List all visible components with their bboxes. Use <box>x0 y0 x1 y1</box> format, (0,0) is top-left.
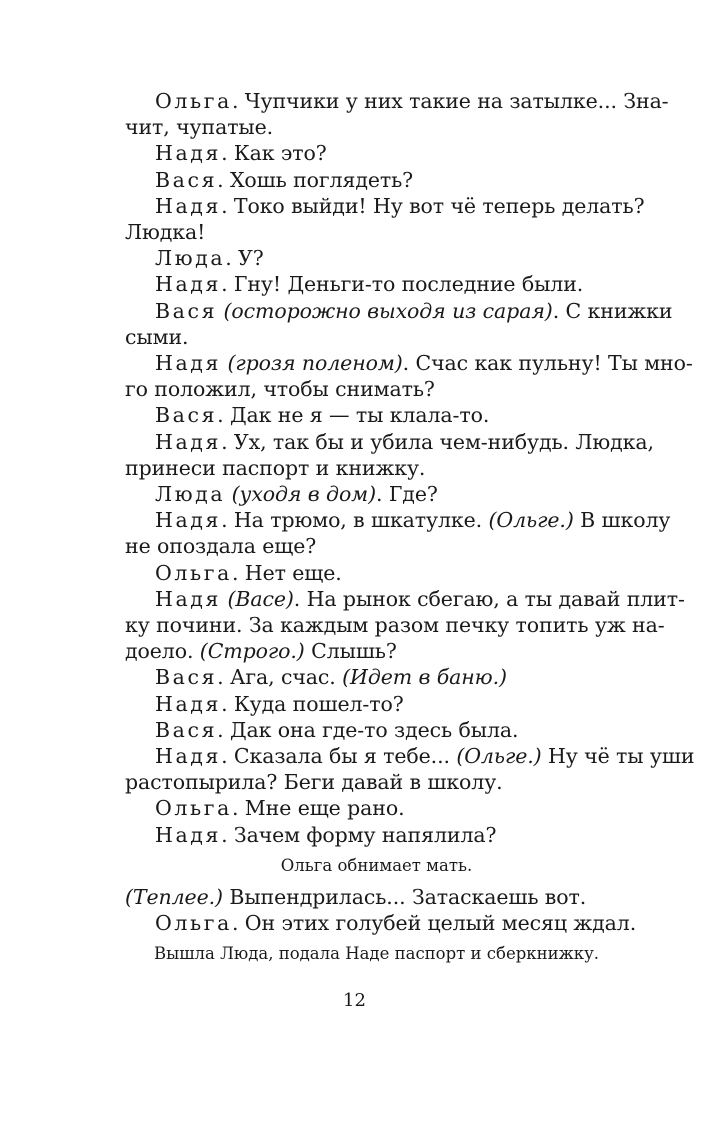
dialogue-line: Надя. Как это? <box>155 141 327 166</box>
dialogue-line: Надя (грозя поленом). Счас как пульну! Ты мно- <box>155 351 693 376</box>
dialogue-line: Надя. Сказала бы я тебе... (Ольге.) Ну чё ты уши <box>155 744 695 769</box>
dialogue-line: Надя (Васе). На рынок сбегаю, а ты давай плит- <box>155 586 685 611</box>
dialogue-line: Надя. Зачем форму напялила? <box>155 822 497 847</box>
dialogue-line: сыми. <box>125 324 189 349</box>
dialogue-line: ку почини. За каждым разом печку топить уж на- <box>125 613 665 638</box>
dialogue-line: Вася. Хошь поглядеть? <box>155 167 414 192</box>
dialogue-line: Вася (осторожно выходя из сарая). С книжки <box>155 298 673 323</box>
dialogue-line: чит, чупатые. <box>125 115 274 140</box>
text-block <box>125 88 695 972</box>
dialogue-line: Надя. На трюмо, в шкатулке. (Ольге.) В школу <box>155 508 671 533</box>
dialogue-line: Люда. У? <box>155 246 264 271</box>
dialogue-line: Надя. Куда пошел-то? <box>155 691 404 716</box>
dialogue-line: доело. (Строго.) Слышь? <box>125 639 397 664</box>
dialogue-line: Ольга. Он этих голубей целый месяц ждал. <box>155 911 637 936</box>
page-number: 12 <box>343 990 366 1011</box>
dialogue-line: Ольга. Чупчики у них такие на затылке... Зна- <box>155 89 669 113</box>
dialogue-line: Людка! <box>125 220 206 245</box>
dialogue-line: Люда (уходя в дом). Где? <box>155 482 438 507</box>
dialogue-line: Вася. Дак не я — ты клала-то. <box>155 403 490 428</box>
dialogue-line: принеси паспорт и книжку. <box>125 455 426 480</box>
dialogue-line: Ольга. Мне еще рано. <box>155 796 405 821</box>
stage-direction: Ольга обнимает мать. <box>280 855 473 875</box>
dialogue-line: Надя. Гну! Деньги-то последние были. <box>155 272 584 297</box>
dialogue-line: Вася. Ага, счас. (Идет в баню.) <box>155 665 507 690</box>
dialogue-line: Надя. Ух, так бы и убила чем-нибудь. Людка, <box>155 429 654 454</box>
dialogue-line: не опоздала еще? <box>125 534 317 559</box>
dialogue-line: Ольга. Нет еще. <box>155 560 342 585</box>
dialogue-line: Надя. Токо выйди! Ну вот чё теперь делать? <box>155 193 645 218</box>
dialogue-line: (Теплее.) Выпендрилась... Затаскаешь вот. <box>125 884 587 909</box>
dialogue-line: го положил, чтобы снимать? <box>125 377 435 402</box>
dialogue-line: Вася. Дак она где-то здесь была. <box>155 717 519 742</box>
dialogue-line: растопырила? Беги давай в школу. <box>125 770 503 795</box>
stage-direction: Вышла Люда, подала Наде паспорт и сберкнижку. <box>153 944 600 964</box>
